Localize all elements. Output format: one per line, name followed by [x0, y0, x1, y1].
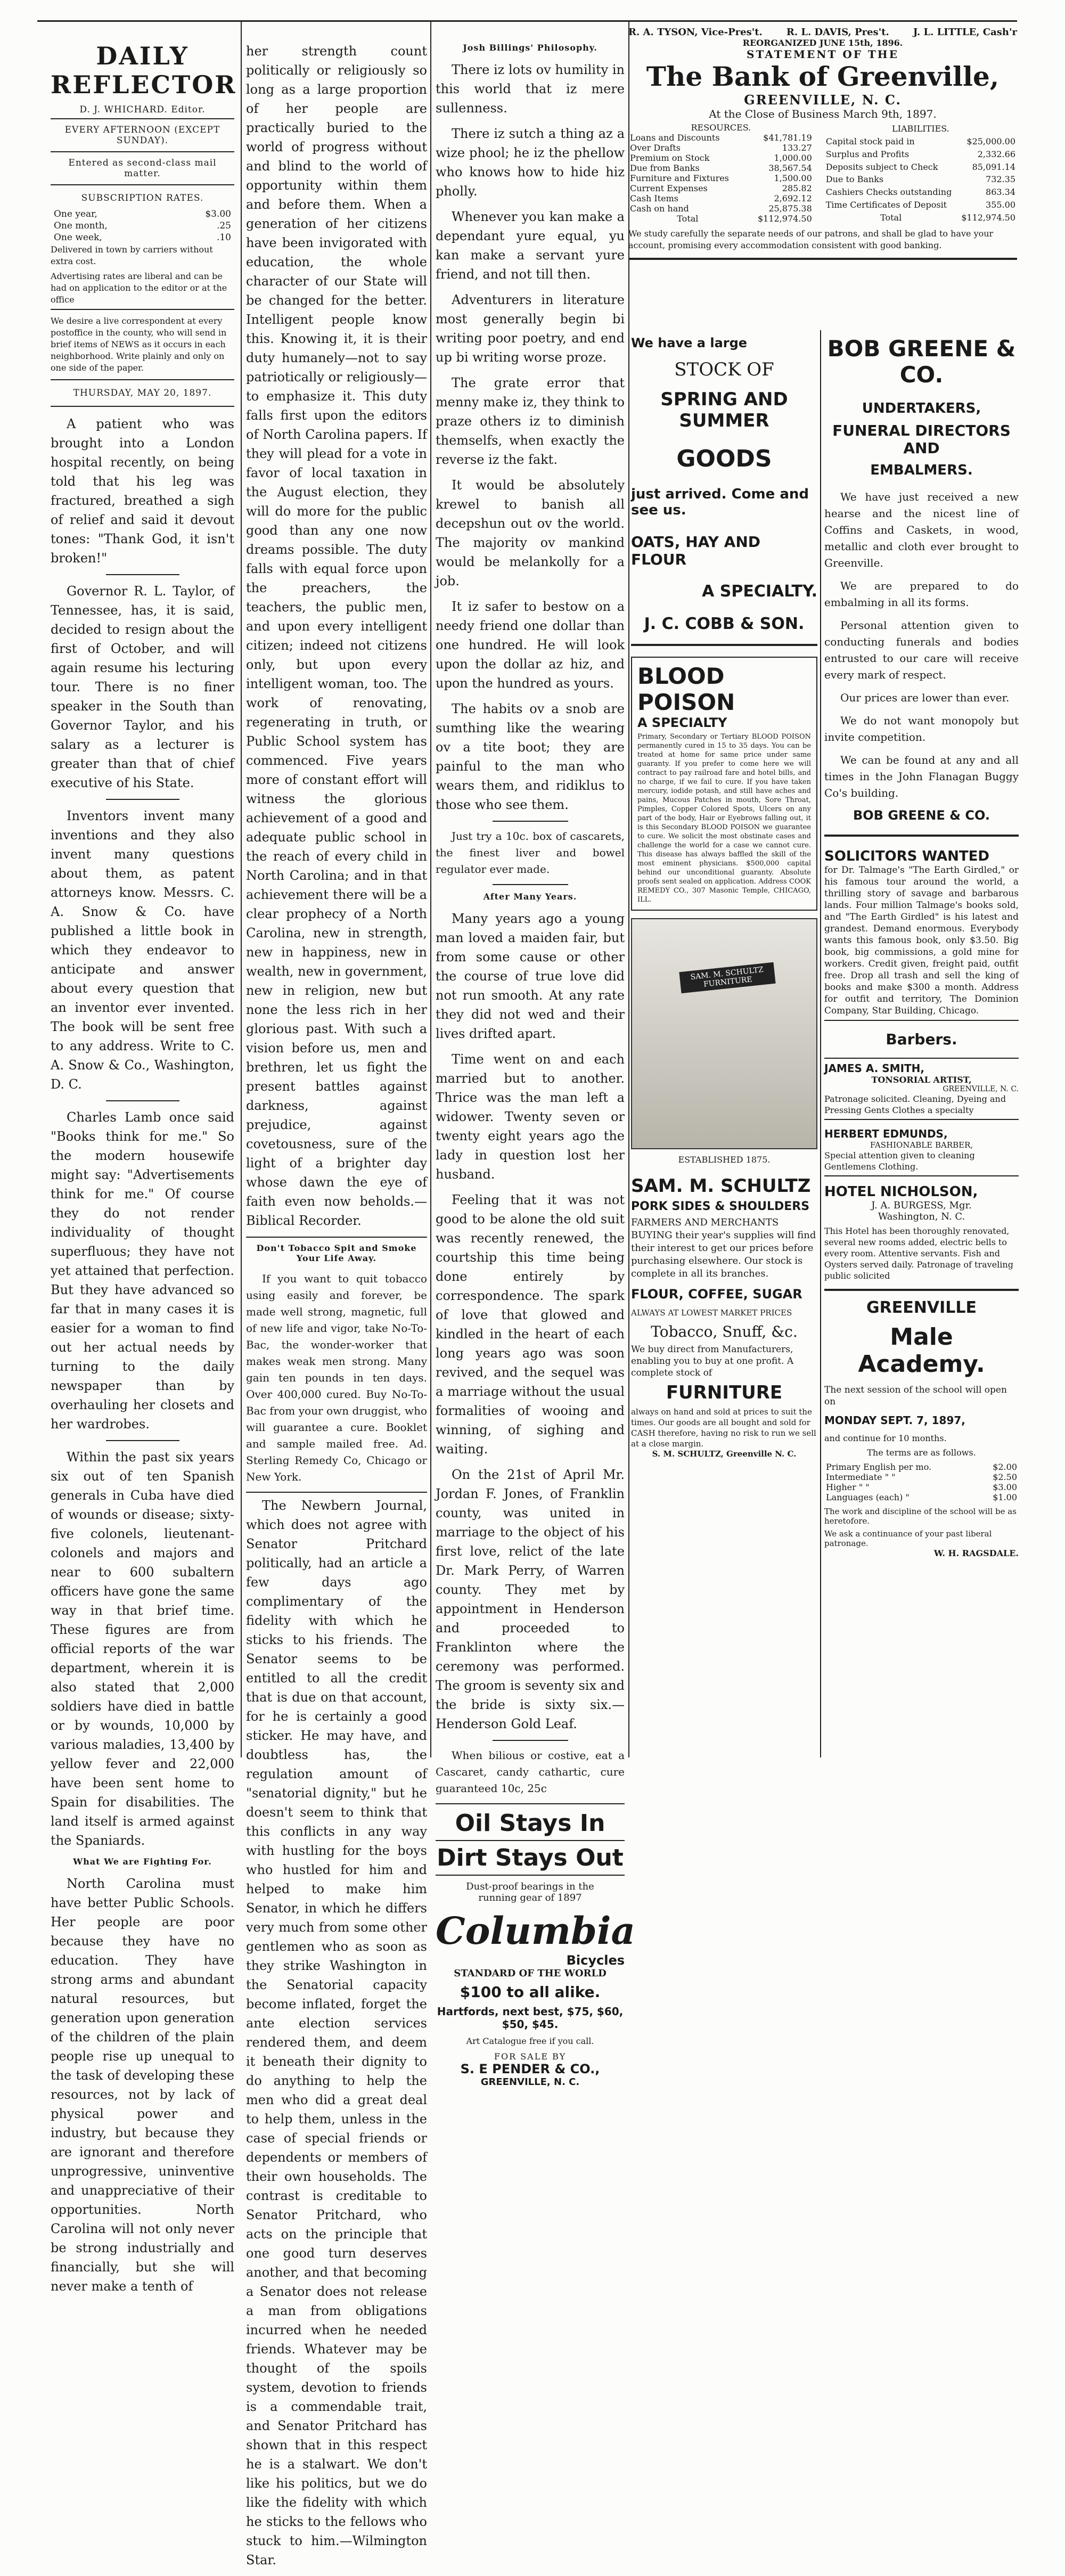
bank-reorg: REORGANIZED JUNE 15th, 1896. [742, 38, 903, 48]
ad-headline: SOLICITORS WANTED [824, 848, 989, 864]
column-2 [246, 42, 427, 2576]
ad-text: Patronage solicited. Cleaning, Dyeing and Pressing Gents Clothes a specialty [824, 1094, 1006, 1115]
ad-text: We have a large [631, 336, 748, 350]
table-row [824, 199, 1017, 211]
ad-headline: BLOOD POISON [637, 663, 735, 715]
ad-headline: GREENVILLE [866, 1298, 977, 1317]
ad-headline: GOODS [676, 445, 772, 472]
rate-period: One year, [54, 209, 97, 219]
row-item: Premium on Stock [630, 153, 710, 163]
row-item: Over Drafts [630, 143, 681, 153]
column-rule [820, 330, 821, 1757]
table-row [628, 133, 814, 143]
divider [493, 1740, 568, 1741]
bank-vp: R. A. TYSON, Vice-Pres't. [628, 27, 763, 38]
table-row [824, 1482, 1019, 1492]
masthead-title: DAILY REFLECTOR [51, 42, 237, 99]
divider [628, 258, 1017, 260]
divider [436, 1803, 625, 1804]
divider [51, 406, 234, 407]
total-amount: $112,974.50 [757, 214, 812, 224]
article-headline: After Many Years. [483, 892, 577, 902]
article-paragraph: A patient who was brought into a London hospital recently, on being told that his leg was fractured, breathed a sigh of relief and said it devout tones: "Thank God, it isn't broken!" [51, 416, 234, 566]
furniture-store-illustration [631, 918, 817, 1149]
ad-signature: BOB GREENE & CO. [853, 808, 990, 823]
solicitors-ad [824, 848, 1019, 1017]
established: ESTABLISHED 1875. [678, 1155, 771, 1165]
ad-text: FUNERAL DIRECTORS AND [832, 422, 1011, 457]
column-rule [628, 21, 629, 1757]
ad-text: UNDERTAKERS, [862, 400, 981, 416]
table-row [628, 163, 814, 173]
divider [824, 1020, 1019, 1021]
total-row [628, 214, 814, 224]
row-amount: 25,875.38 [768, 203, 812, 214]
rates-title: SUBSCRIPTION RATES. [81, 193, 204, 203]
store-sign: SAM. M. SCHULTZ FURNITURE [679, 962, 775, 993]
table-row [824, 160, 1017, 173]
ad-text: Primary, Secondary or Tertiary BLOOD POISON permanently cured in 15 to 35 days. You can be treated at home for same price under same guaranty. If you prefer to come here we will contract to pay railroad fare and hotel bills, and no charge, if we fail to cure. If you have taken mercury, iodide potash, and still have aches and pains, Mucous Patches in mouth, Sore Throat, Pimples, Copper Colored Spots, Ulcers on any part of the body, Hair or Eyebrows falling out, it is this Secondary BLOOD POISON we guarantee to cure. We solicit the most obstinate cases and challenge the world for a case we cannot cure. This disease has always baffled the skill of the most eminent physicians. $500,000 capital behind our unconditional guaranty. Absolute proofs sent sealed on application. Address COOK REMEDY CO., 307 Masonic Temple, CHICAGO, ILL. [637, 733, 811, 904]
row-item: Intermediate " " [826, 1472, 896, 1482]
row-amount: $2.00 [993, 1462, 1017, 1472]
row-amount: $25,000.00 [966, 136, 1015, 147]
edmunds-ad [824, 1127, 1019, 1172]
divider [51, 118, 234, 119]
rate-period: One month, [54, 220, 108, 231]
ad-text: ALWAYS AT LOWEST MARKET PRICES [631, 1308, 792, 1318]
ad-headline: SAM. M. SCHULTZ [631, 1175, 811, 1197]
row-amount: 85,091.14 [972, 161, 1015, 172]
divider [51, 309, 234, 310]
row-amount: 2,332.66 [977, 149, 1015, 159]
ad-text: Bicycles [566, 1953, 625, 1968]
ad-headline: Oil Stays In [455, 1810, 605, 1837]
row-item: Cash on hand [630, 203, 689, 214]
bank-town: GREENVILLE, N. C. [744, 92, 902, 108]
article-paragraph: Charles Lamb once said "Books think for me." So the modern housewife might say: "Advertisements think for me." Of course they do not render individuality of thought superfluous; they have not yet attained that perfection. But they have advanced so far that in many cases it is easier for a woman to find out her actual needs by turning to the daily newspaper than by overhauling her closets and her wardrobes. [51, 1110, 234, 1432]
row-amount: $1.00 [993, 1492, 1017, 1502]
article-paragraph: It would be absolutely krewel to banish all decepshun out ov the world. The majority ov mankind would be melankolly for a job. [436, 478, 625, 588]
total-label: Total [880, 212, 902, 223]
row-amount: 732.35 [986, 174, 1015, 185]
column-1 [51, 37, 237, 2302]
ad-text: J. A. BURGESS, Mgr. [871, 1200, 972, 1211]
ad-text: FARMERS AND MERCHANTS BUYING their year's supplies will find their interest to get our prices before purchasing elsewhere. Our stock is complete in all its branches. [631, 1217, 816, 1279]
rate-row [52, 232, 233, 243]
ad-text: always on hand and sold at prices to suit the times. Our goods are all bought and sold for CASH therefore, having no risk to run we sell at a close margin. [631, 1407, 816, 1449]
ad-text: A SPECIALTY [637, 715, 727, 730]
table-row [628, 153, 814, 163]
ad-text: MONDAY SEPT. 7, 1897, [824, 1414, 965, 1427]
table-row [628, 173, 814, 183]
divider [824, 1058, 1019, 1059]
article-paragraph: Within the past six years six out of ten Spanish generals in Cuba have died of wounds or disease; sixty-five colonels, lieutenant-colonels and majors and near to 600 subaltern officers have gone the same way in that brief time. These figures are from official reports of the war department, wherein it is also stated that 2,000 soldiers have died in battle or by wounds, 10,000 by various maladies, 13,400 by yellow fever and 22,000 have been sent home to Spain for disabilities. The land itself is armed against the Spaniards. [51, 1450, 234, 1848]
rate-price: .10 [216, 232, 231, 243]
article-paragraph: Whenever you kan make a dependant yure equal, yu kan make a servant yure friend, and not till then. [436, 209, 625, 282]
ad-headline: JAMES A. SMITH, [824, 1062, 924, 1075]
divider [436, 1875, 625, 1876]
article-headline: What We are Fighting For. [73, 1857, 212, 1867]
divider [106, 799, 179, 800]
divider [824, 1119, 1019, 1120]
total-row [824, 211, 1017, 224]
academy-ad [824, 1298, 1019, 1558]
table-row [628, 193, 814, 203]
ad-text: and continue for 10 months. [824, 1433, 947, 1443]
masthead-entered: Entered as second-class mail matter. [68, 158, 217, 179]
row-amount: 2,692.12 [774, 193, 812, 203]
ad-paragraph: We do not want monopoly but invite competition. [824, 714, 1019, 743]
columbia-logo: Columbia [436, 1909, 635, 1953]
divider [436, 1840, 625, 1841]
divider [631, 644, 817, 646]
row-item: Higher " " [826, 1482, 870, 1492]
table-row [824, 1472, 1019, 1482]
rate-row [52, 209, 233, 219]
rate-price: .25 [216, 220, 231, 231]
row-item: Cashiers Checks outstanding [825, 187, 952, 198]
issue-date: THURSDAY, MAY 20, 1897. [73, 388, 212, 398]
row-amount: 1,500.00 [774, 173, 812, 183]
ad-text: GREENVILLE, N. C. [943, 1085, 1019, 1093]
ad-headline: FURNITURE [666, 1382, 783, 1403]
tuition-table [824, 1462, 1019, 1502]
divider [493, 821, 568, 822]
table-row [824, 173, 1017, 186]
article-paragraph: When bilious or costive, eat a Cascaret, candy cathartic, cure guaranteed 10c, 25c [436, 1749, 625, 1795]
row-amount: $41,781.19 [763, 133, 812, 143]
ad-text: STANDARD OF THE WORLD [454, 1968, 607, 1979]
row-item: Languages (each) " [826, 1492, 910, 1502]
blood-poison-ad [631, 657, 817, 911]
divider [246, 1492, 427, 1493]
ad-text: A SPECIALTY. [702, 582, 817, 601]
ad-signature: W. H. RAGSDALE. [933, 1548, 1019, 1558]
rate-period: One week, [54, 232, 102, 243]
row-amount: $2.50 [993, 1472, 1017, 1482]
column-rule [430, 21, 431, 1757]
column-rule [241, 21, 242, 1757]
schultz-ad [631, 1175, 817, 1459]
article-paragraph: her strength count politically or religiously so long as a large proportion of her people are practically buried to the world of progress without and blind to the world of opportunity within them and before them. When a generation of her citizens have been invigorated with education, the whole character of our State will be changed for the better. Intelligent people know this. Knowing it, it is their duty humanely—not to say patriotically or religiously—to emphasize it. This duty falls first upon the editors of North Carolina papers. If they will plead for a vote in favor of local taxation in the August election, they will do more for the public good than any one now dreams possible. The duty falls with equal force upon the preachers, the teachers, the public men, and upon every intelligent citizen; indeed not citizens only, but upon every intelligent woman, too. The work of renovating, regenerating in truth, or Public School system has commenced. Five years more of constant effort will witness the glorious achievement of a good and adequate public school in the reach of every child in North Carolina; and in that achievement there will be a clear prophecy of a North Carolina, new in strength, new in happiness, new in wealth, new in government, new in religion, new but none the less rich in her glorious past. With such a vision before us, men and brethren, let us fight the present battles against darkness, against prejudice, against covetousness, sure of the light of a brighter day whose dawn the eye of faith even now beholds.—Biblical Recorder. [246, 44, 427, 1228]
article-paragraph: Inventors invent many inventions and they also invent many questions about them, as patent attorneys know. Messrs. C. A. Snow & Co. have published a little book in which they endeavor to anticipate and answer about every question that an inventor ever invented. The book will be sent free to any address. Write to C. A. Snow & Co., Washington, D. C. [51, 808, 234, 1092]
divider [51, 151, 234, 152]
ad-text: We buy direct from Manufacturers, enabling you to buy at one profit. A complete stock of [631, 1344, 794, 1378]
article-paragraph: Just try a 10c. box of cascarets, the finest liver and bowel regulator ever made. [436, 830, 625, 876]
ad-text: Dust-proof bearings in the running gear of 1897 [466, 1881, 594, 1903]
masthead-editor: D. J. WHICHARD. Editor. [79, 104, 206, 115]
table-row [824, 1492, 1019, 1502]
article-paragraph: Many years ago a young man loved a maiden fair, but from some cause or other the course of true love did not run smooth. At any rate they did not wed and their lives drifted apart. [436, 911, 625, 1041]
greene-ad [824, 336, 1019, 823]
masthead-schedule: EVERY AFTERNOON (EXCEPT SUNDAY). [64, 125, 220, 146]
divider [824, 835, 1019, 837]
divider [824, 1289, 1019, 1291]
row-item: Deposits subject to Check [825, 161, 938, 172]
article-paragraph: There iz lots ov humility in this world that iz mere sullenness. [436, 62, 625, 116]
ad-signature: J. C. COBB & SON. [644, 615, 805, 633]
total-label: Total [677, 214, 699, 224]
bank-pres: R. L. DAVIS, Pres't. [786, 27, 889, 38]
row-amount: 355.00 [986, 199, 1015, 210]
ad-headline: BOB GREENE & CO. [827, 336, 1016, 388]
divider [106, 1100, 179, 1101]
liabilities-header: LIABILITIES. [892, 124, 949, 134]
ad-text: STOCK OF [674, 359, 774, 380]
ad-text: FLOUR, COFFEE, SUGAR [631, 1287, 802, 1302]
ad-headline: Male Academy. [858, 1323, 985, 1378]
table-row [824, 135, 1017, 148]
delivery-note: Delivered in town by carriers without extra cost. [51, 244, 213, 266]
ad-text: just arrived. Come and see us. [631, 486, 809, 518]
ad-text: Special attention given to cleaning Gentlemens Clothing. [824, 1150, 975, 1172]
row-amount: 863.34 [986, 187, 1015, 198]
article-paragraph: Feeling that it was not good to be alone the old suit was recently renewed, the courtship this time being done entirely by correspondence. The spark of love that glowed and kindled in the heart of each long years ago was soon revived, and the sequel was a marriage without the usual formalities of wooing and winning, of sighing and waiting. [436, 1192, 625, 1457]
ad-text: EMBALMERS. [870, 462, 973, 478]
cobb-ad [631, 336, 817, 633]
bank-name: The Bank of Greenville, [646, 61, 1000, 92]
row-item: Furniture and Fixtures [630, 173, 729, 183]
table-row [628, 183, 814, 193]
article-paragraph: On the 21st of April Mr. Jordan F. Jones, of Franklin county, was united in marriage to the object of his first love, relict of the late Dr. Mark Perry, of Warren county. They met by appointment in Henderson and proceeded to Franklinton where the ceremony was performed. The groom is seventy six and the bride is sixty six.—Henderson Gold Leaf. [436, 1467, 625, 1731]
resources-header: RESOURCES. [691, 122, 751, 133]
article-headline: Don't Tobacco Spit and Smoke Your Life Away. [256, 1243, 417, 1263]
ad-text: The work and discipline of the school will be as heretofore. [824, 1507, 1017, 1526]
bank-cashier: J. L. LITTLE, Cash'r [913, 27, 1017, 38]
article-paragraph: It iz safer to bestow on a needy friend one dollar than one hundred. He will look upon the dollar az hiz, and upon the hundred as yours. [436, 599, 625, 691]
divider [51, 379, 234, 380]
ad-paragraph: Personal attention given to conducting funerals and bodies entrusted to our care will receive every mark of respect. [824, 619, 1019, 681]
ad-text: Art Catalogue free if you call. [466, 2036, 594, 2046]
ad-text: FOR SALE BY [494, 2051, 567, 2062]
table-row [824, 186, 1017, 199]
ad-text: Tobacco, Snuff, &c. [651, 1323, 798, 1340]
row-item: Capital stock paid in [825, 136, 915, 147]
top-rule [37, 20, 1017, 22]
row-item: Primary English per mo. [826, 1462, 932, 1472]
ad-text: Hartfords, next best, $75, $60, $50, $45. [437, 2005, 624, 2031]
resources-table [628, 122, 814, 224]
column-5 [824, 336, 1019, 1558]
row-amount: 1,000.00 [774, 153, 812, 163]
row-item: Surplus and Profits [825, 149, 910, 159]
correspondent-note: We desire a live correspondent at every postoffice in the county, who will send in brief items of NEWS as it occurs in each neighborhood. Write plainly and only on one side of the paper. [51, 316, 227, 373]
divider [106, 1440, 179, 1441]
row-item: Loans and Discounts [630, 133, 720, 143]
table-row [824, 1462, 1019, 1472]
ad-headline: SPRING AND SUMMER [660, 389, 788, 431]
article-paragraph: The grate error that menny make iz, they think to praze others iz to diminish themselfs, when exactly the reverse iz the fakt. [436, 375, 625, 467]
smith-ad [824, 1062, 1019, 1116]
total-amount: $112,974.50 [961, 212, 1015, 223]
ad-headline: HOTEL NICHOLSON, [824, 1184, 978, 1200]
ad-text: We ask a continuance of your past liberal patronage. [824, 1529, 992, 1548]
table-row [628, 143, 814, 153]
row-amount: 133.27 [782, 143, 812, 153]
ad-signature: S. M. SCHULTZ, Greenville N. C. [652, 1449, 797, 1459]
ad-paragraph: We have just received a new hearse and the nicest line of Coffins and Caskets, in wood, metallic and cloth ever brought to Greenville. [824, 490, 1019, 569]
ad-text: TONSORIAL ARTIST, [871, 1075, 972, 1085]
ad-headline: Dirt Stays Out [437, 1844, 624, 1871]
article-paragraph: There iz sutch a thing az a wize phool; he iz the phellow who knows how to hide hiz pholly. [436, 126, 625, 199]
table-row [824, 148, 1017, 161]
column-3 [436, 37, 635, 2088]
ad-text: Washington, N. C. [878, 1211, 965, 1222]
article-paragraph: Governor R. L. Taylor, of Tennessee, has, it is said, decided to resign about the first of October, and will again resume his lecturing tour. There is no finer speaker in the South than Governor Taylor, and his salary as a lecturer is greater than that of chief executive of his State. [51, 584, 234, 790]
ad-text: FASHIONABLE BARBER, [870, 1140, 973, 1150]
article-paragraph: Time went on and each married but to another. Thrice was the man left a widower. Twenty seven or twenty eight years ago the lady in question lost her husband. [436, 1052, 625, 1182]
columbia-ad [436, 1810, 635, 2088]
article-headline: Josh Billings' Philosophy. [463, 43, 597, 53]
ad-paragraph: Our prices are lower than ever. [840, 691, 1010, 704]
ad-text: for Dr. Talmage's "The Earth Girdled," or his famous tour around the world, a thrilling story of savage and barbarous lands. Four million Talmage's books sold, and "The Earth Girdled" is his latest and grandest. Demand enormous. Everybody wants this famous book, only $3.50. Big book, big commissions, a gold mine for workers. Credit given, freight paid, outfit free. Drop all trash and sell the king of books and make $300 a month. Address for outfit and territory, The Dominion Company, Star Building, Chicago. [824, 865, 1019, 1016]
divider [246, 1237, 427, 1238]
bank-statement-label: STATEMENT OF THE [747, 48, 899, 61]
article-paragraph: Adventurers in literature most generally begin bi writing poor poetry, and end up bi writing worse proze. [436, 292, 625, 365]
ad-text: The next session of the school will open on [824, 1385, 1007, 1407]
row-amount: 38,567.54 [768, 163, 812, 173]
bank-statement [628, 27, 1017, 263]
article-paragraph: North Carolina must have better Public Schools. Her people are poor because they have no education. They have strong arms and abundant natural resources, but generation upon generation of the children of the plain people rise up unequal to the task of developing these resources, not by lack of physical power and industry, but because they are ignorant and therefore unprogressive, uninventive and unappreciative of their opportunities. North Carolina will not only never be strong industrially and financially, but she will never make a tenth of [51, 1876, 234, 2294]
row-amount: $3.00 [993, 1482, 1017, 1492]
divider [106, 574, 179, 575]
row-item: Time Certificates of Deposit [825, 199, 947, 210]
bank-note: We study carefully the separate needs of our patrons, and shall be glad to have your account, promising every accommodation consistent with good banking. [628, 228, 994, 250]
ad-headline: HERBERT EDMUNDS, [824, 1127, 948, 1140]
divider [51, 184, 234, 185]
row-item: Cash Items [630, 193, 678, 203]
row-amount: 285.82 [782, 183, 812, 193]
rate-row [52, 220, 233, 231]
ad-paragraph: We can be found at any and all times in the John Flanagan Buggy Co's building. [824, 754, 1019, 799]
article-paragraph: The habits ov a snob are sumthing like the wearing ov a tite boot; they are painful to the man who wears them, and ridiklus to those who see them. [436, 701, 625, 812]
advertising-note: Advertising rates are liberal and can be had on application to the editor or at the office [51, 271, 227, 305]
liabilities-table [824, 122, 1017, 224]
article-paragraph: The Newbern Journal, which does not agree with Senator Pritchard politically, had an article a few days ago complimentary of the fidelity with which he sticks to his friends. The Senator seems to be entitled to all the credit that is due on that account, for he is certainly a good sticker. He may have, and doubtless has, the regulation amount of "senatorial dignity," but he doesn't seem to think that this conflicts in any way with hustling for the boys who hustled for him and helped to make him Senator, in which he differs very much from some other gentlemen who as soon as they strike Washington in the Senatorial capacity become inflated, forget the ante election services rendered them, and deem it beneath their dignity to do anything to help the men who did a great deal to help them, unless in the case of special friends or dependents or members of their own households. The contrast is creditable to Senator Pritchard, who acts on the principle that one good turn deserves another, and that becoming a Senator does not release a man from obligations incurred when he needed friends. Whatever may be thought of the spoils system, devotion to friends is a commendable trait, and Senator Pritchard has shown that in this respect he is a stalwart. We don't like his politics, but we do like the fidelity with which he sticks to the fellows who stuck to him.—Wilmington Star. [246, 1498, 427, 2567]
ad-text: OATS, HAY AND FLOUR [631, 533, 760, 568]
rate-price: $3.00 [205, 209, 231, 219]
ad-text: PORK SIDES & SHOULDERS [631, 1200, 810, 1213]
section-title: Barbers. [886, 1031, 957, 1048]
column-4 [631, 336, 817, 1459]
divider [824, 1175, 1019, 1176]
ad-text: This Hotel has been thoroughly renovated, several new rooms added, electric bells to every room. Attentive servants. Fish and Oysters served daily. Patronage of traveling public solicited [824, 1226, 1013, 1281]
row-item: Current Expenses [630, 183, 708, 193]
table-row [628, 203, 814, 214]
row-item: Due from Banks [630, 163, 700, 173]
ad-dealer: S. E PENDER & CO., [460, 2062, 600, 2076]
ad-town: GREENVILLE, N. C. [480, 2076, 580, 2088]
article-paragraph: If you want to quit tobacco using easily and forever, be made well strong, magnetic, full of new life and vigor, take No-To-Bac, the wonder-worker that makes weak men strong. Many gain ten pounds in ten days. Over 400,000 cured. Buy No-To-Bac from your own druggist, who will guarantee a cure. Booklet and sample mailed free. Ad. Sterling Remedy Co, Chicago or New York. [246, 1272, 427, 1483]
rates-table [51, 208, 234, 244]
ad-text: The terms are as follows. [867, 1448, 976, 1458]
ad-price: $100 to all alike. [460, 1983, 601, 2001]
ad-paragraph: We are prepared to do embalming in all its forms. [824, 579, 1019, 609]
row-item: Due to Banks [825, 174, 884, 185]
bank-close: At the Close of Business March 9th, 1897. [709, 108, 937, 120]
divider [493, 884, 568, 885]
hotel-ad [824, 1184, 1019, 1281]
